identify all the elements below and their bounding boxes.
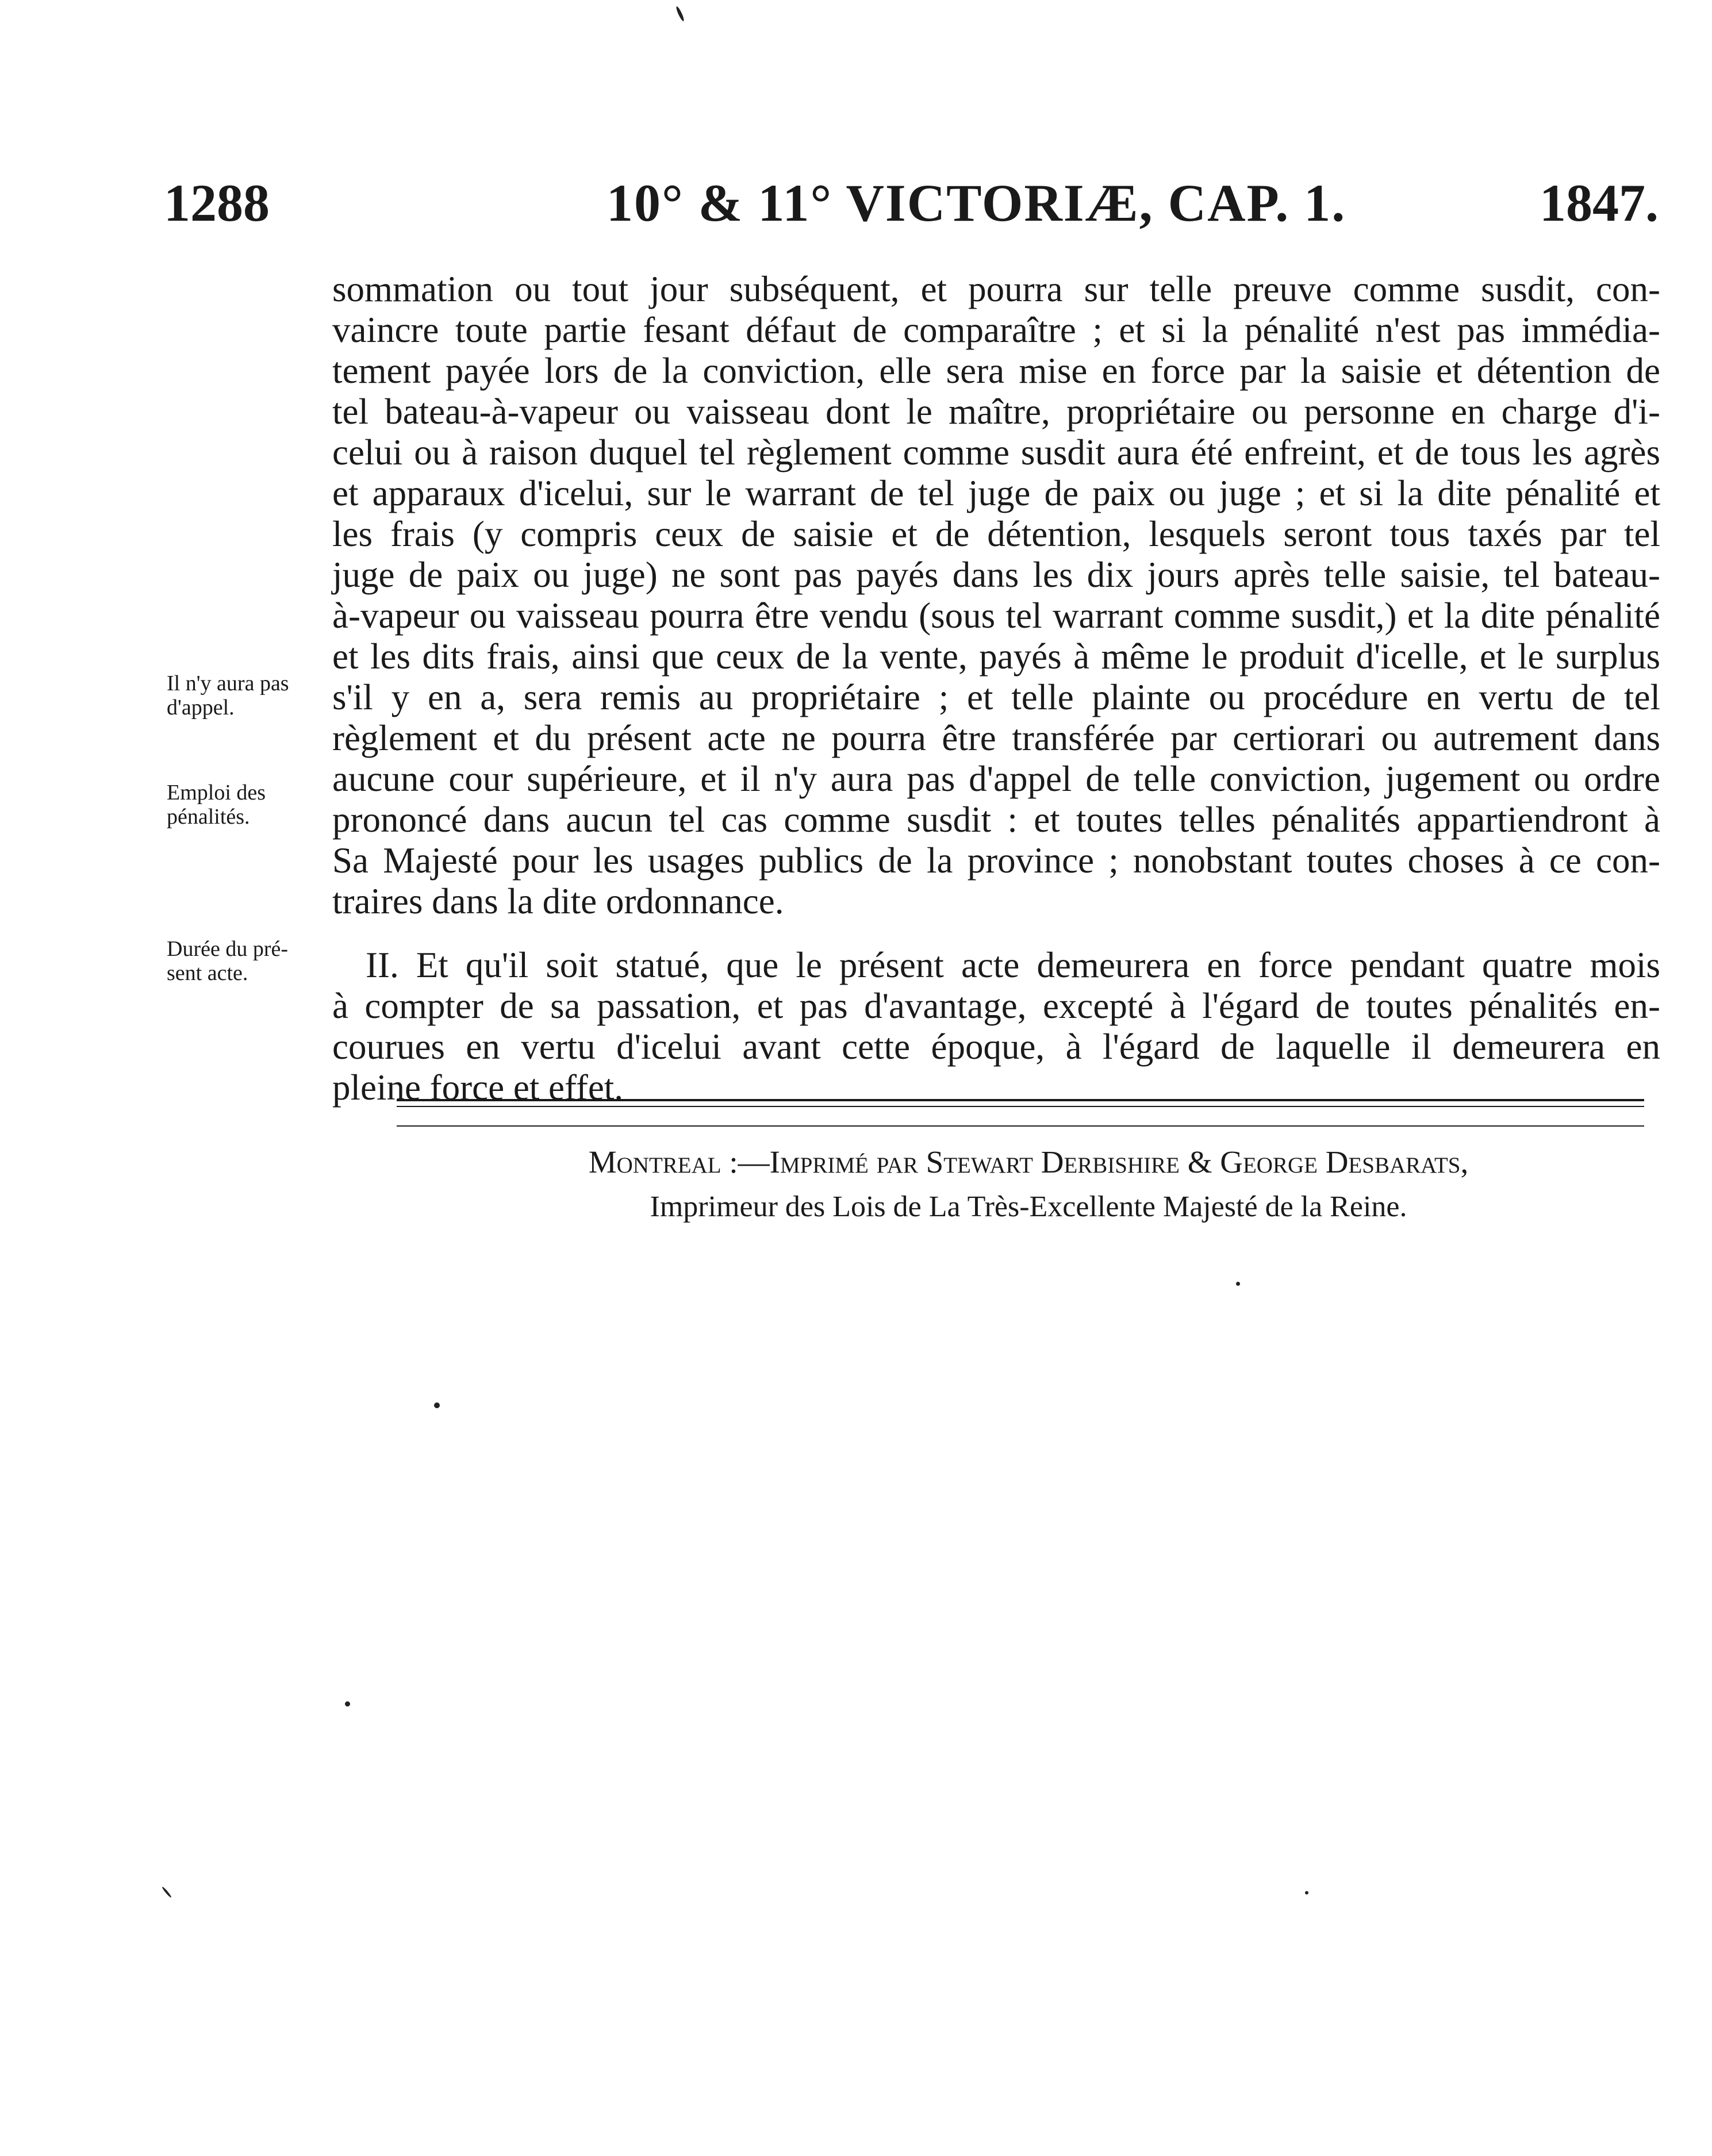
paragraph-gap [332,922,1660,945]
scan-speck [162,1886,172,1898]
text-line: prononcé dans aucun tel cas comme susdit : et toutes telles pénalités appartiendront à [332,800,1660,840]
text-line: II. Et qu'il soit statué, que le présent acte demeurera en force pendant quatre mois [366,945,1660,985]
text-line: et apparaux d'icelui, sur le warrant de tel juge de paix ou juge ; et si la dite pénalité et [332,473,1660,513]
text-line: courues en vertu d'icelui avant cette époque, à l'égard de laquelle il demeurera en [332,1027,1660,1067]
page-header [164,172,1659,241]
text-line: vaincre toute partie fesant défaut de comparaître ; et si la pénalité n'est pas immédia- [332,310,1660,350]
text-line: tel bateau-à-vapeur ou vaisseau dont le maître, propriétaire ou personne en charge d'i- [332,391,1660,432]
paragraph-2 [332,945,1660,986]
scan-speck [1305,1891,1308,1894]
text-line: pleine force et effet. [332,1067,624,1108]
body-text [332,269,1660,1108]
imprint-line-1: Montreal :—Imprimé par Stewart Derbishire & George Desbarats, [588,1144,1469,1179]
text-line: traires dans la dite ordonnance. [332,881,784,921]
imprint-line-2: Imprimeur des Lois de La Très-Excellente Majesté de la Reine. [650,1190,1407,1223]
paragraph-1 [332,269,1660,922]
scan-mark [675,6,685,22]
page-number: 1288 [164,174,270,232]
divider-rule-lower [397,1125,1644,1127]
margin-note-duration: Durée du pré-sent acte. [167,937,289,985]
text-line: à compter de sa passation, et pas d'avantage, excepté à l'égard de toutes pénalités en- [332,986,1660,1026]
text-line: les frais (y compris ceux de saisie et de détention, lesquels seront tous taxés par tel [332,514,1660,554]
scan-speck [434,1402,440,1408]
chapter-title: 10° & 11° VICTORIÆ, CAP. 1. [607,174,1346,232]
text-line: celui ou à raison duquel tel règlement comme susdit aura été enfreint, et de tous les agrès [332,432,1660,472]
text-line: sommation ou tout jour subséquent, et pourra sur telle preuve comme susdit, con- [332,269,1660,309]
divider-rule-thin [397,1106,1644,1107]
text-line: Sa Majesté pour les usages publics de la province ; nonobstant toutes choses à ce con- [332,840,1660,881]
text-line: aucune cour supérieure, et il n'y aura pas d'appel de telle conviction, jugement ou ordre [332,759,1660,799]
chapter-year: 1847. [1540,174,1659,232]
scan-speck [345,1701,350,1707]
text-line: juge de paix ou juge) ne sont pas payés dans les dix jours après telle saisie, tel bateau- [332,555,1660,595]
paragraph-2-cont [332,986,1660,1108]
text-line: et les dits frais, ainsi que ceux de la vente, payés à même le produit d'icelle, et le surplus [332,636,1660,677]
text-line: tement payée lors de la conviction, elle sera mise en force par la saisie et détention de [332,351,1660,391]
text-line: s'il y en a, sera remis au propriétaire ; et telle plainte ou procédure en vertu de tel [332,677,1660,717]
margin-note-penalties: Emploi des pénalités. [167,781,266,829]
text-line: règlement et du présent acte ne pourra être transférée par certiorari ou autrement dans [332,718,1660,758]
margin-note-appeal: Il n'y aura pas d'appel. [167,671,289,720]
text-line: à-vapeur ou vaisseau pourra être vendu (sous tel warrant comme susdit,) et la dite pénalité [332,595,1660,636]
divider-rule [397,1099,1644,1101]
scan-speck [1236,1282,1240,1286]
